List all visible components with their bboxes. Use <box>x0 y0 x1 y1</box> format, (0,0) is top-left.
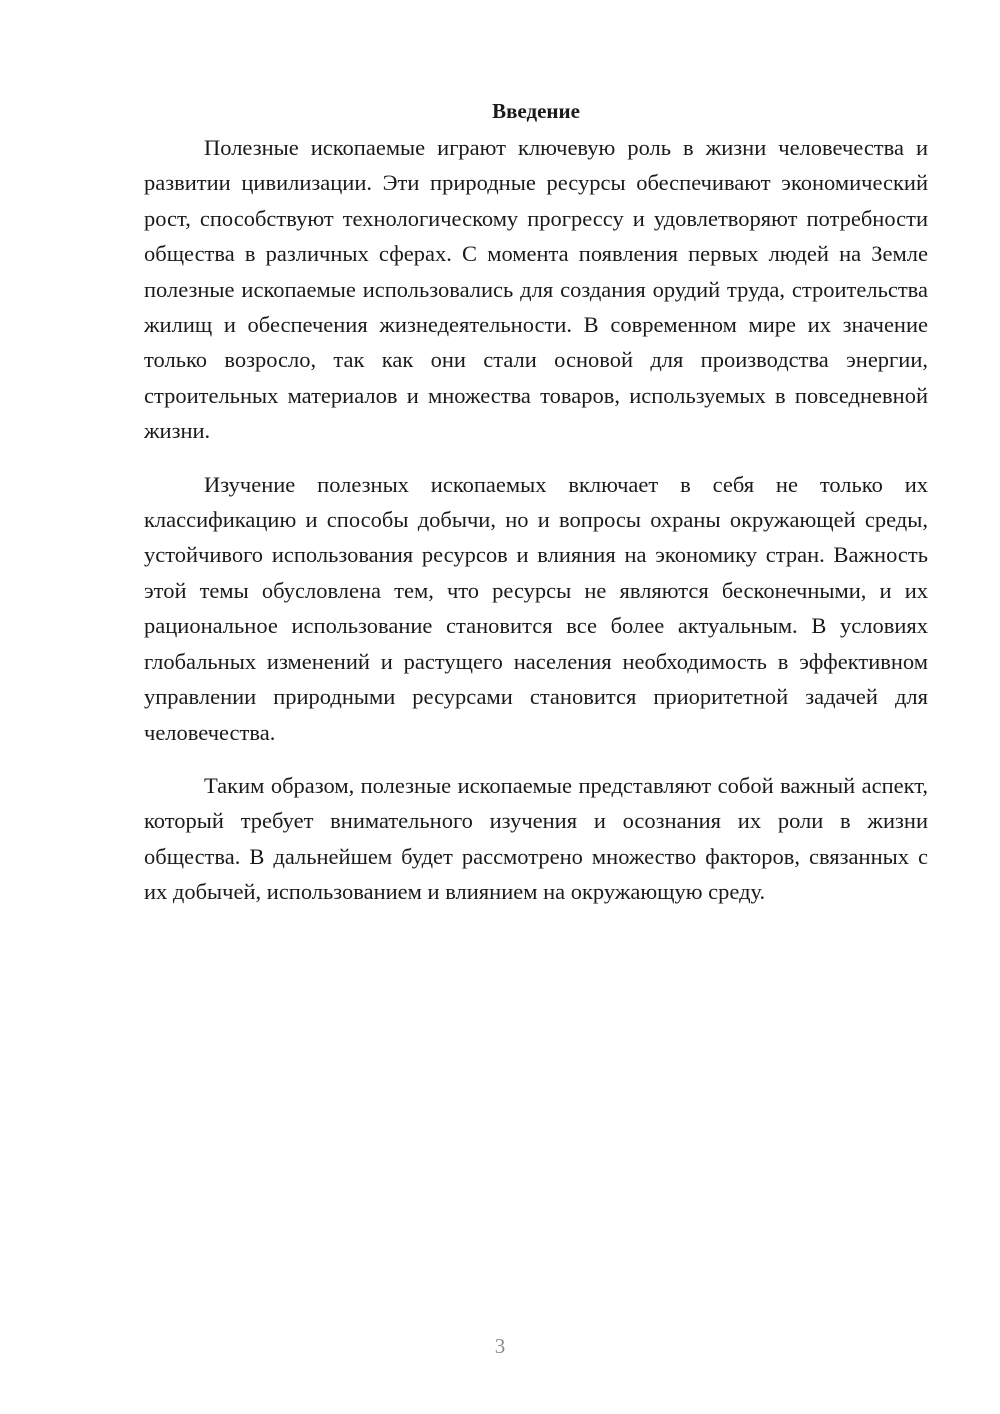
paragraph-3: Таким образом, полезные ископаемые представляют собой важный аспект, который требует внимательного изучения и осознания их роли в жизни общества. В дальнейшем будет рассмотрено множество факторов, связанных с их добычей, использованием и влиянием на окружающую среду. <box>144 772 928 905</box>
page-content <box>144 96 928 928</box>
section-title: Введение <box>492 99 580 123</box>
paragraph-2: Изучение полезных ископаемых включает в себя не только их классификацию и способы добычи, но и вопросы охраны окружающей среды, устойчивого использования ресурсов и влияния на экономику стран. Важность этой темы обусловлена тем, что ресурсы не являются бесконечными, и их рациональное использование становится все более актуальным. В условиях глобальных изменений и растущего населения необходимость в эффективном управлении природными ресурсами становится приоритетной задачей для человечества. <box>144 471 928 745</box>
paragraph-1: Полезные ископаемые играют ключевую роль в жизни человечества и развитии цивилизации. Эти природные ресурсы обеспечивают экономический рост, способствуют технологическому прогрессу и удовлетворяют потребности общества в различных сферах. С момента появления первых людей на Земле полезные ископаемые использовались для создания орудий труда, строительства жилищ и обеспечения жизнедеятельности. В современном мире их значение только возросло, так как они стали основой для производства энергии, строительных материалов и множества товаров, используемых в повседневной жизни. <box>144 135 928 444</box>
page-number: 3 <box>494 1334 506 1358</box>
